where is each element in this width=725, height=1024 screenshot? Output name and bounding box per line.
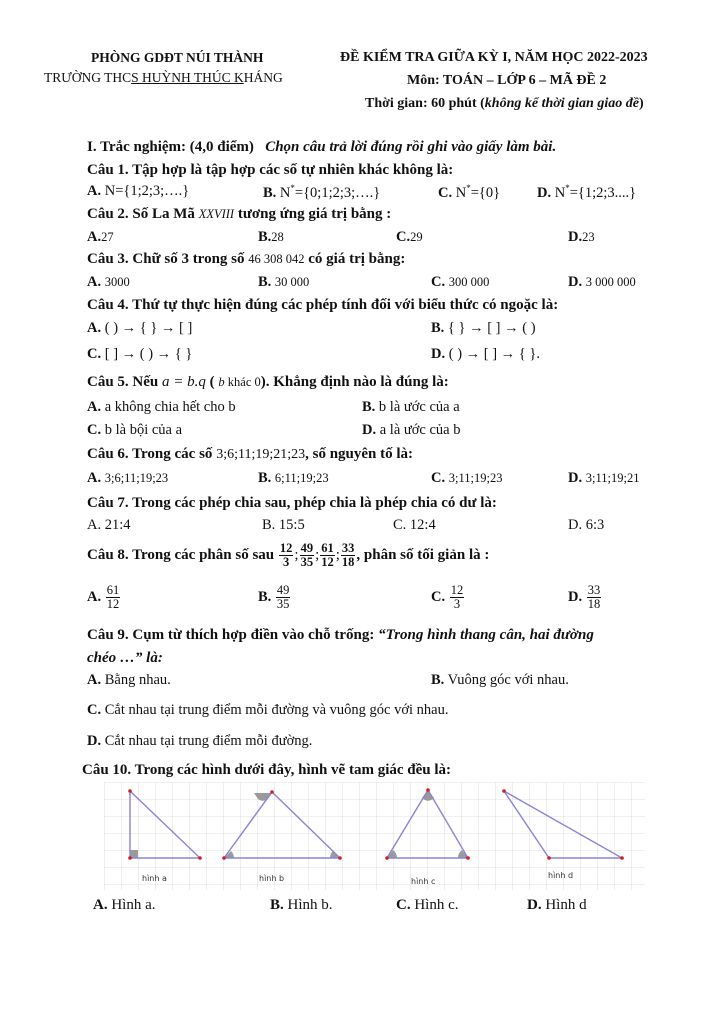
q3-option-c[interactable]: C. 300 000	[431, 274, 490, 290]
q8-fraction-1: $\frac{12}{3}$	[279, 541, 293, 570]
question-5-stem: Câu 5. Nếu a = b.q ( b khác 0). Khẳng định nào là đúng là:	[87, 374, 449, 390]
q1-option-a[interactable]: A. N={1;2;3;….}	[87, 183, 190, 199]
q3-option-b[interactable]: B. 30 000	[258, 274, 310, 290]
q2-option-c[interactable]: C.29	[396, 229, 423, 245]
q3-option-d[interactable]: D. 3 000 000	[568, 274, 636, 290]
exam-subject: Môn: TOÁN – LỚP 6 – MÃ ĐỀ 2	[407, 73, 607, 88]
q7-option-b[interactable]: B. 15:5	[262, 517, 305, 533]
q8-option-a[interactable]: A. $\frac{61}{12}$	[87, 583, 120, 612]
q8-option-b[interactable]: B. $\frac{49}{35}$	[258, 583, 290, 612]
q5-option-a[interactable]: A. a không chia hết cho b	[87, 399, 236, 415]
q4-option-d[interactable]: D. ( ) → [ ] → { }.	[431, 346, 540, 362]
question-2-stem: Câu 2. Số La Mã XXVIII tương ứng giá trị bằng :	[87, 206, 392, 222]
figure-c-label: hình c	[411, 877, 436, 886]
q2-option-a[interactable]: A.27	[87, 229, 114, 245]
q7-option-a[interactable]: A. 21:4	[87, 517, 131, 533]
q7-option-d[interactable]: D. 6:3	[568, 517, 605, 533]
q10-option-b[interactable]: B. Hình b.	[270, 897, 333, 913]
q2-option-b[interactable]: B.28	[258, 229, 284, 245]
question-6-stem: Câu 6. Trong các số 3;6;11;19;21;23, số nguyên tố là:	[87, 446, 414, 462]
q7-option-c[interactable]: C. 12:4	[393, 517, 436, 533]
q6-option-d[interactable]: D. 3;11;19;21	[568, 470, 640, 486]
q10-option-a[interactable]: A. Hình a.	[93, 897, 156, 913]
question-4-stem: Câu 4. Thứ tự thực hiện đúng các phép tính đối với biểu thức có ngoặc là:	[87, 297, 559, 313]
section-title: I. Trắc nghiệm: (4,0 điểm) Chọn câu trả lời đúng rồi ghi vào giấy làm bài.	[87, 139, 557, 155]
question-3-stem: Câu 3. Chữ số 3 trong số 46 308 042 có giá trị bằng:	[87, 251, 406, 267]
q5-option-d[interactable]: D. a là ước của b	[362, 422, 461, 438]
q4-option-a[interactable]: A. ( ) → { } → [ ]	[87, 320, 193, 336]
q1-option-d[interactable]: D. N*={1;2;3....}	[537, 183, 637, 201]
q8-option-c[interactable]: C. $\frac{12}{3}$	[431, 583, 464, 612]
q2-option-d[interactable]: D.23	[568, 229, 595, 245]
q9-option-c[interactable]: C. Cắt nhau tại trung điểm mỗi đường và vuông góc với nhau.	[87, 702, 449, 718]
q5-option-c[interactable]: C. b là bội của a	[87, 422, 183, 438]
exam-time: Thời gian: 60 phút (không kể thời gian giao đề)	[365, 96, 644, 111]
q1-option-b[interactable]: B. N*={0;1;2;3;….}	[263, 183, 381, 201]
q4-option-b[interactable]: B. { } → [ ] → ( )	[431, 320, 536, 336]
q8-fraction-4: $\frac{33}{18}$	[341, 541, 355, 570]
q9-option-b[interactable]: B. Vuông góc với nhau.	[431, 672, 569, 688]
q6-option-c[interactable]: C. 3;11;19;23	[431, 470, 503, 486]
q8-fraction-3: $\frac{61}{12}$	[321, 541, 334, 570]
q9-option-a[interactable]: A. Bằng nhau.	[87, 672, 171, 688]
school-department: PHÒNG GDĐT NÚI THÀNH	[91, 50, 264, 65]
q6-option-b[interactable]: B. 6;11;19;23	[258, 470, 329, 486]
q6-option-a[interactable]: A. 3;6;11;19;23	[87, 470, 169, 486]
triangle-figures	[104, 782, 645, 890]
question-8-stem: Câu 8. Trong các phân số sau $\frac{12}{3}$ ; $\frac{49}{35}$ ; $\frac{61}{12}$ ; $\frac{33}{18}$ , phân số tối giản là :	[87, 541, 490, 570]
question-9-stem-line2: chéo …” là:	[87, 650, 163, 666]
question-10-stem: Câu 10. Trong các hình dưới đây, hình vẽ tam giác đều là:	[82, 762, 452, 778]
q9-option-d[interactable]: D. Cắt nhau tại trung điểm mỗi đường.	[87, 733, 313, 749]
figure-d-label: hình d	[548, 871, 574, 880]
q8-option-d[interactable]: D. $\frac{33}{18}$	[568, 583, 601, 612]
question-7-stem: Câu 7. Trong các phép chia sau, phép chia là phép chia có dư là:	[87, 495, 497, 511]
question-9-stem-line1: Câu 9. Cụm từ thích hợp điền vào chỗ trống: “Trong hình thang cân, hai đường	[87, 627, 594, 643]
q5-option-b[interactable]: B. b là ước của a	[362, 399, 460, 415]
q3-option-a[interactable]: A. 3000	[87, 274, 130, 290]
exam-title: ĐỀ KIỂM TRA GIỮA KỲ I, NĂM HỌC 2022-2023	[340, 50, 648, 65]
question-1-stem: Câu 1. Tập hợp là tập hợp các số tự nhiên khác không là:	[87, 162, 454, 178]
q8-fraction-2: $\frac{49}{35}$	[300, 541, 314, 570]
q10-option-c[interactable]: C. Hình c.	[396, 897, 459, 913]
q10-option-d[interactable]: D. Hình d	[527, 897, 587, 913]
q1-option-c[interactable]: C. N*={0}	[438, 183, 501, 201]
q4-option-c[interactable]: C. [ ] → ( ) → { }	[87, 346, 193, 362]
figure-a-label: hình a	[142, 874, 167, 883]
school-name: TRƯỜNG THCS HUỲNH THÚC KHÁNG	[44, 70, 283, 85]
figure-b-label: hình b	[259, 874, 285, 883]
